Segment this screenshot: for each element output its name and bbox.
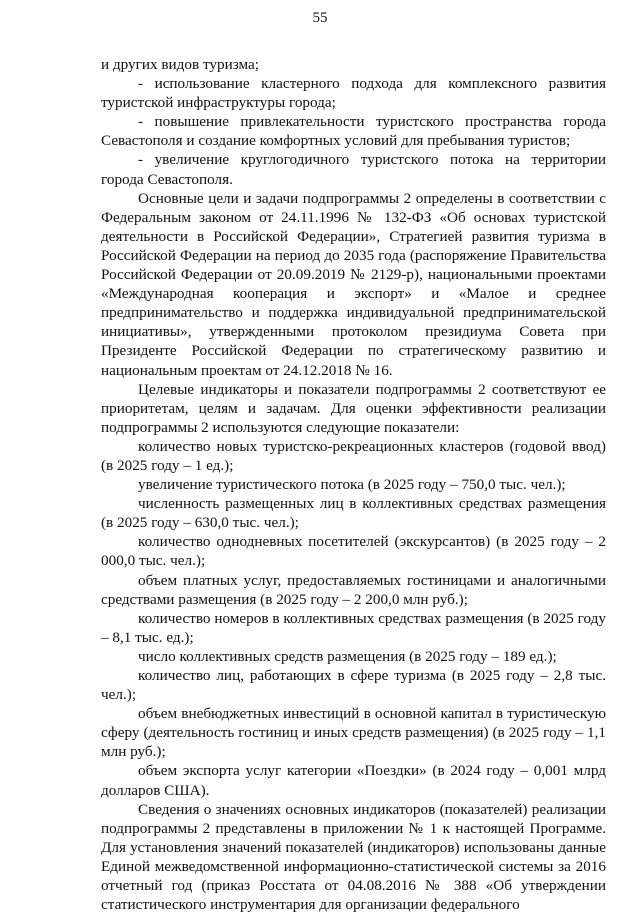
indicator-item: количество номеров в коллективных средствах размещения (в 2025 году – 8,1 тыс. ед.); — [101, 609, 606, 646]
document-body — [101, 55, 606, 914]
indicator-item: объем внебюджетных инвестиций в основной капитал в туристическую сферу (деятельность гостиниц и иных средств размещения) (в 2025 году – 1,1 млн руб.); — [101, 705, 606, 761]
indicator-item: численность размещенных лиц в коллективных средствах размещения (в 2025 году – 630,0 тыс. чел.); — [101, 495, 606, 532]
indicator-item: количество однодневных посетителей (экскурсантов) (в 2025 году – 2 000,0 тыс. чел.); — [101, 533, 606, 570]
paragraph-data-sources: Сведения о значениях основных индикаторов (показателей) реализации подпрограммы 2 представлены в приложении № 1 к настоящей Программе. Для установления значений показателей (индикаторов) использованы данные Единой межведомственной информационно-статистической системы за 2016 отчетный год (приказ Росстата от 04.08.2016 № 388 «Об утверждении статистического инструментария для организации федерального — [101, 800, 606, 914]
indicator-item: число коллективных средств размещения (в 2025 году – 189 ед.); — [138, 647, 557, 665]
indicator-item: количество новых туристско-рекреационных кластеров (годовой ввод) (в 2025 году – 1 ед.); — [101, 437, 606, 474]
indicator-item: объем экспорта услуг категории «Поездки» (в 2024 году – 0,001 млрд долларов США). — [101, 762, 606, 799]
paragraph-continuation: и других видов туризма; — [101, 56, 259, 73]
bullet-item: - использование кластерного подхода для комплексного развития туристской инфраструктуры города; — [101, 75, 606, 112]
indicator-item: количество лиц, работающих в сфере туризма (в 2025 году – 2,8 тыс. чел.); — [101, 667, 606, 704]
bullet-item: - повышение привлекательности туристского пространства города Севастополя и создание комфортных условий для пребывания туристов; — [101, 113, 606, 150]
indicator-item: увеличение туристического потока (в 2025 году – 750,0 тыс. чел.); — [138, 476, 566, 494]
page-number: 55 — [312, 10, 328, 26]
bullet-item: - увеличение круглогодичного туристского потока на территории города Севастополя. — [101, 151, 606, 188]
paragraph-indicators-intro: Целевые индикаторы и показатели подпрограммы 2 соответствуют ее приоритетам, целям и задачам. Для оценки эффективности реализации подпрограммы 2 используются следующие показатели: — [101, 380, 606, 436]
indicator-item: объем платных услуг, предоставляемых гостиницами и аналогичными средствами размещения (в 2025 году – 2 200,0 млн руб.); — [101, 571, 606, 608]
paragraph-goals: Основные цели и задачи подпрограммы 2 определены в соответствии с Федеральным законом от 24.11.1996 № 132-ФЗ «Об основах туристской деятельности в Российской Федерации», Стратегией развития туризма в Российской Федерации на период до 2035 года (распоряжение Правительства Российской Федерации от 20.09.2019 № 2129-р), национальными проектами «Международная кооперация и экспорт» и «Малое и среднее предпринимательство и поддержка индивидуальной предпринимательской инициативы», утвержденными протоколом президиума Совета при Президенте Российской Федерации по стратегическому развитию и национальным проектам от 24.12.2018 № 16. — [101, 189, 606, 379]
